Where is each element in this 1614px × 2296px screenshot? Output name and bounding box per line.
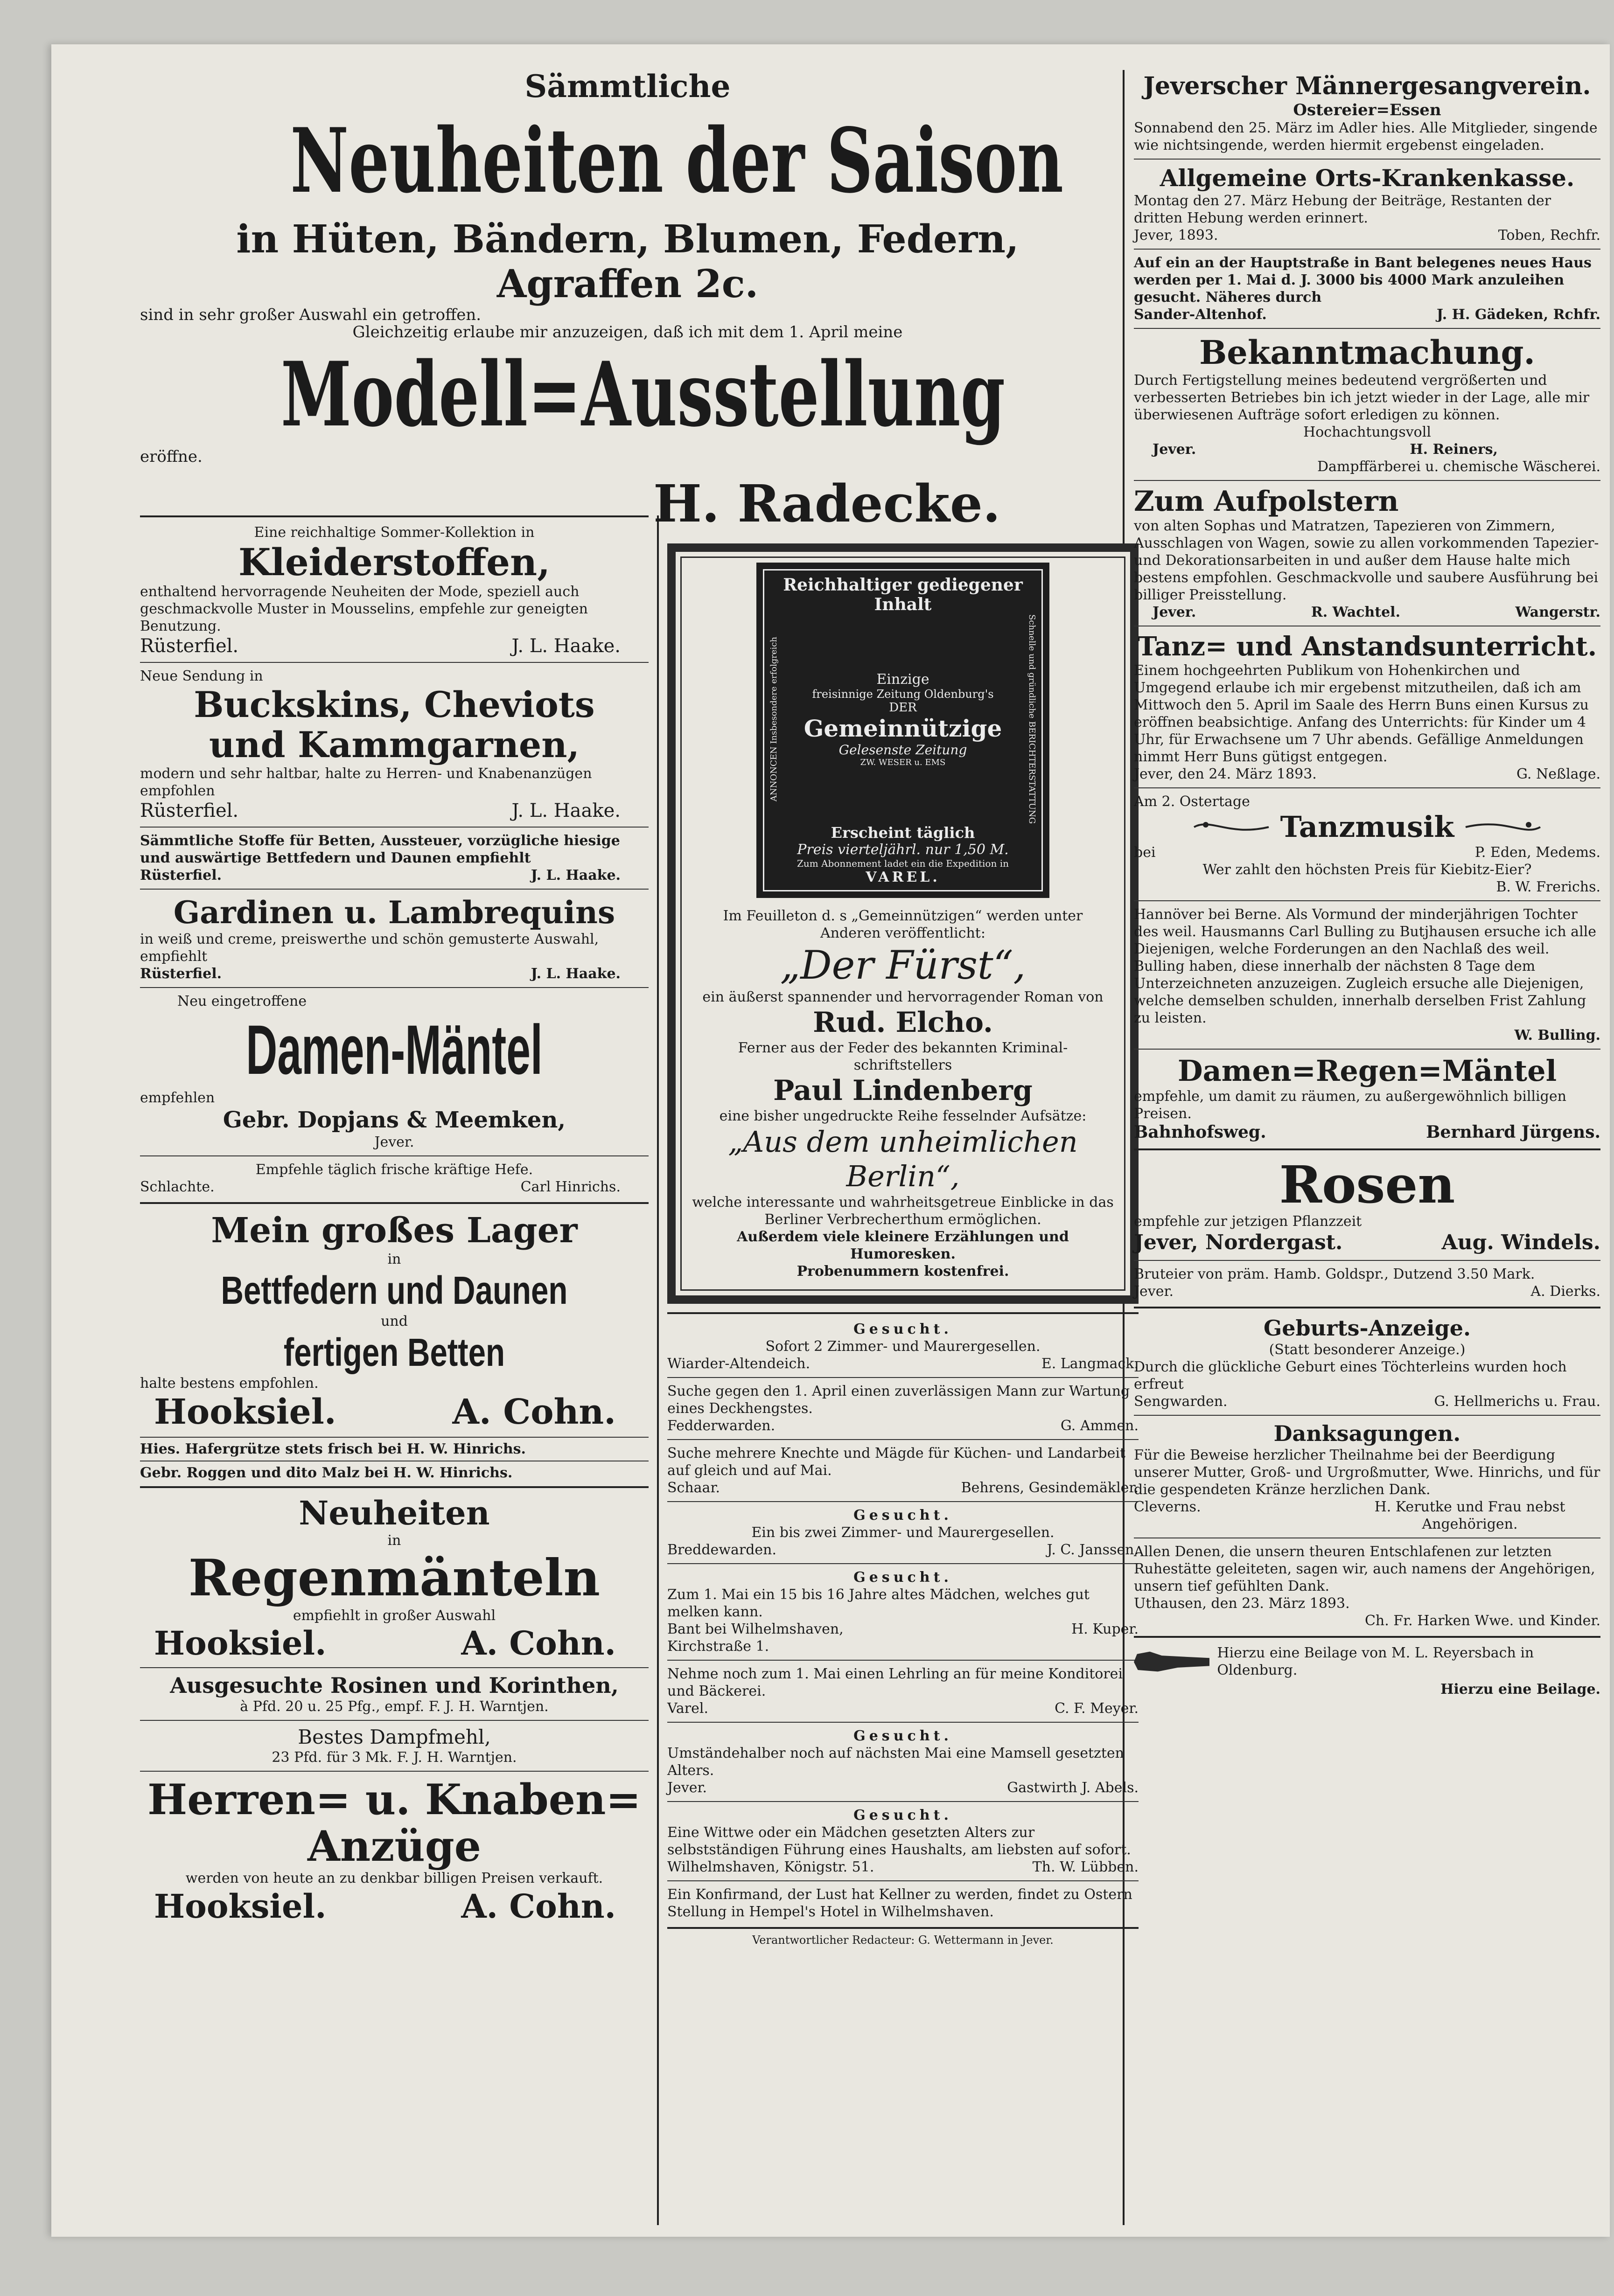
classified-ad (667, 1663, 1139, 1719)
classified-ad (667, 1725, 1139, 1798)
ad-title: Neuheiten der Saison (290, 109, 1063, 213)
ad-text: Neue Sendung in (140, 668, 263, 684)
column-rule (657, 515, 659, 2225)
notice-text: Wer zahlt den höchsten Preis für Kiebitz-Eier? (1202, 862, 1532, 878)
ad-heading: Gemeinnützige (804, 714, 1002, 742)
ad-signature: J. L. Haake. (511, 800, 621, 821)
imprint: Verantwortlicher Redacteur: G. Wettermann in Jever. (752, 1934, 1054, 1947)
ad-text: Eine reichhaltige Sommer-Kollektion in (254, 524, 535, 541)
ad-text: Erscheint täglich (831, 824, 975, 842)
advertisement (140, 1493, 649, 1664)
ad-text: Nehme noch zum 1. Mai einen Lehrling an für meine Konditorei und Bäckerei. (667, 1666, 1123, 1700)
ad-place: Schlachte. (140, 1179, 215, 1195)
notice-text: Durch Fertigstellung meines bedeutend vergrößerten und verbesserten Betriebes bin ich jetzt wieder in der Lage, alle mir überwiesenen Aufträge sofort erledigen zu können. (1134, 372, 1590, 423)
ad-text: Sämmtliche Stoffe für Betten, Aussteuer, vorzügliche hiesige und auswärtige Bettfedern und Daunen empfiehlt (140, 833, 620, 866)
advertisement (140, 1209, 649, 1434)
ad-text: Neu eingetroffene (177, 993, 307, 1009)
ad-heading: Paul Lindenberg (773, 1074, 1033, 1107)
ad-heading: „Der Fürst“, (780, 942, 1026, 988)
ad-heading: Herren= u. Knaben= (147, 1775, 641, 1824)
advertisement (140, 1671, 649, 1717)
notice-signature: Toben, Rechfr. (1498, 227, 1600, 244)
ad-place: Breddewarden. (667, 1542, 777, 1558)
ad-text: Ein bis zwei Zimmer- und Maurergesellen. (751, 1524, 1055, 1541)
ad-text: modern und sehr haltbar, halte zu Herren- und Knabenanzügen empfohlen (140, 765, 592, 799)
notice (1134, 1541, 1600, 1631)
ad-place: Rüsterfiel. (140, 800, 239, 821)
notice-place: Wangerstr. (1515, 604, 1600, 620)
ad-heading: Gesucht. (853, 1321, 952, 1338)
ad-place: Jever. (667, 1780, 707, 1796)
ad-heading: Neuheiten (299, 1494, 490, 1532)
ad-text: Reichhaltiger gediegener Inhalt (783, 575, 1023, 614)
ad-text: ANNONCEN Insbesondere erfolgreich (769, 637, 779, 802)
ad-place: Rüsterfiel. (140, 966, 222, 982)
notice-text: Dampffärberei u. chemische Wäscherei. (1317, 459, 1600, 475)
notice-place: Jever. (1134, 1283, 1174, 1300)
notice-text: Am 2. Ostertage (1134, 793, 1250, 810)
ad-heading: Regenmänteln (188, 1549, 601, 1607)
ad-text: Umständehalber noch auf nächsten Mai eine Mamsell gesetzten Alters. (667, 1745, 1124, 1779)
ad-text: Außerdem viele kleinere Erzählungen und Humoresken. (737, 1229, 1069, 1263)
notice-signature: Bernhard Jürgens. (1426, 1122, 1600, 1142)
ad-heading: Anzüge (307, 1822, 481, 1871)
column-middle (667, 543, 1139, 1947)
notice (1134, 1264, 1600, 1302)
ad-text: in (387, 1532, 401, 1549)
ad-heading: Bettfedern und Daunen (221, 1268, 568, 1312)
ad-text: VAREL. (866, 869, 940, 886)
notice-heading: Rosen (1279, 1155, 1455, 1215)
notice (1134, 70, 1600, 156)
column-right (1134, 70, 1600, 1698)
ad-text: Ein Konfirmand, der Lust hat Kellner zu werden, findet zu Ostern Stellung in Hempel's Hotel in Wilhelmshaven. (667, 1886, 1132, 1920)
ad-subline: in Hüten, Bändern, Blumen, Federn, Agraffen 2c. (236, 217, 1019, 306)
notice-heading: Tanzmusik (1280, 810, 1454, 844)
notice-place: Bahnhofsweg. (1134, 1122, 1266, 1142)
notice-place: Jever, den 24. März 1893. (1134, 766, 1317, 782)
ad-signature: A. Cohn. (452, 1392, 616, 1432)
notice-place: Cleverns. (1134, 1499, 1201, 1515)
notice-text: Hierzu eine Beilage von M. L. Reyersbach in Oldenburg. (1217, 1645, 1534, 1678)
ad-text: eine bisher ungedruckte Reihe fesselnder Aufsätze: (719, 1108, 1087, 1125)
ad-place: Bant bei Wilhelmshaven, Kirchstraße 1. (667, 1621, 844, 1655)
notice-text: Für die Beweise herzlicher Theilnahme bei der Beerdigung unserer Mutter, Groß- und Urgroßmutter, Wwe. Hinrichs, und für die gespendeten Kränze herzlichen Dank. (1134, 1447, 1600, 1498)
ad-text: Einzige (876, 671, 929, 688)
ad-text: Gebr. Roggen und dito Malz bei H. W. Hinrichs. (140, 1465, 513, 1481)
notice (1134, 332, 1600, 477)
ad-heading: Gesucht. (853, 1807, 952, 1824)
ad-heading: Buckskins, Cheviots (194, 684, 595, 725)
ad-text: empfehlen (140, 1090, 215, 1106)
pointing-hand-icon (1134, 1648, 1209, 1676)
ad-heading: Damen-Mäntel (246, 1010, 543, 1089)
notice-subheading: Ostereier=Essen (1293, 101, 1441, 119)
ad-text: Hies. Hafergrütze stets frisch bei H. W. Hinrichs. (140, 1441, 526, 1457)
notice-heading: Jeverscher Männergesangverein. (1143, 72, 1591, 100)
notice-text: von alten Sophas und Matratzen, Tapezieren von Zimmern, Ausschlagen von Wagen, sowie zu allen vorkommenden Tapezier- und Dekorationsarbeiten in und außer dem Hause halte mich bestens empfohlen. Geschmackvolle und saubere Ausführung bei billiger Preisstellung. (1134, 518, 1599, 603)
ad-place: Fedderwarden. (667, 1418, 776, 1434)
notice-signature: G. Neßlage. (1516, 766, 1600, 782)
ad-signature: Th. W. Lübben. (1032, 1859, 1139, 1876)
notice-heading: Bekanntmachung. (1199, 333, 1535, 372)
ad-text: Empfehle täglich frische kräftige Hefe. (255, 1162, 533, 1178)
notice (1134, 1313, 1600, 1412)
classified-ad (667, 1319, 1139, 1374)
notice (1134, 1419, 1600, 1535)
notice-text: empfehle zur jetzigen Pflanzzeit (1134, 1213, 1362, 1230)
ad-heading: Rud. Elcho. (813, 1006, 993, 1039)
notice (1134, 162, 1600, 246)
notice-text: Durch die glückliche Geburt eines Töchterleins wurden hoch erfreut (1134, 1359, 1567, 1392)
notice-signature: R. Wachtel. (1311, 604, 1401, 620)
notice-signature: W. Bulling. (1514, 1027, 1600, 1044)
notice (1134, 252, 1600, 325)
notice-signature: B. W. Frerichs. (1496, 879, 1600, 895)
notice-signature: H. Reiners, (1410, 441, 1498, 458)
notice-text: Auf ein an der Hauptstraße in Bant belegenes neues Haus werden per 1. Mai d. J. 3000 bis 4000 Mark anzuleihen gesucht. Näheres durch (1134, 255, 1592, 306)
ad-heading: Gesucht. (853, 1728, 952, 1745)
ad-text: halte bestens empfohlen. (140, 1375, 319, 1392)
ad-place: Schaar. (667, 1480, 720, 1496)
ornament-icon (1463, 815, 1543, 839)
ad-place: Hooksiel. (154, 1624, 327, 1663)
notice (1134, 791, 1600, 898)
notice-text: (Statt besonderer Anzeige.) (1269, 1342, 1466, 1358)
notice (1134, 1155, 1600, 1257)
ad-text: ein äußerst spannender und hervorragender Roman von (702, 989, 1104, 1006)
notice-text: empfehle, um damit zu räumen, zu außergewöhnlich billigen Preisen. (1134, 1088, 1566, 1122)
ad-signature: J. L. Haake. (511, 635, 621, 657)
notice-place: Jever, Nordergast. (1134, 1231, 1343, 1254)
ad-heading: „Aus dem unheimlichen Berlin“, (728, 1125, 1078, 1194)
notice-heading: Allgemeine Orts-Krankenkasse. (1160, 164, 1575, 192)
notice-place: Uthausen, den 23. März 1893. (1134, 1595, 1350, 1612)
ad-signature: Gastwirth J. Abels. (1007, 1780, 1139, 1796)
notice (1134, 904, 1600, 1046)
ad-heading: Gardinen u. Lambrequins (173, 894, 615, 931)
ad-heading: und Kammgarnen, (209, 724, 580, 765)
ad-text: Zum Abonnement ladet ein die Expedition in (797, 858, 1009, 870)
ad-text: Im Feuilleton d. s „Gemeinnützigen“ werden unter Anderen veröffentlicht: (723, 908, 1083, 942)
ad-signature: J. L. Haake. (531, 966, 621, 982)
ad-heading: Kleiderstoffen, (238, 540, 551, 584)
ornament-icon (1192, 815, 1271, 839)
notice-signature: Ch. Fr. Harken Wwe. und Kinder. (1364, 1613, 1600, 1629)
notice-heading: Zum Aufpolstern (1134, 485, 1399, 518)
notice-text: Hannöver bei Berne. Als Vormund der minderjährigen Tochter des weil. Hausmanns Carl Bulling zu Butjhausen ersuche ich alle Diejenigen, welche Forderungen an den Nachlaß des weil. Bulling haben, diese innerhalb der nächsten 8 Tage dem Unterzeichneten anzuzeigen. Zugleich ersuche alle Diejenigen, welche demselben schulden, innerhalb derselben Frist Zahlung zu leisten. (1134, 906, 1597, 1026)
notice-text: Bruteier von präm. Hamb. Goldspr., Dutzend 3.50 Mark. (1134, 1266, 1535, 1282)
ad-text: Probenummern kostenfrei. (797, 1263, 1009, 1280)
ad-text: Sofort 2 Zimmer- und Maurergesellen. (765, 1338, 1041, 1355)
notice-text: Einem hochgeehrten Publikum von Hohenkirchen und Umgegend erlaube ich mir ergebenst mitzutheilen, daß ich am Mittwoch den 5. April im Saale des Herrn Buns einen Kursus zu eröffnen beabsichtige. Anfang des Unterrichts: für Kinder um 4 Uhr, für Erwachsene um 7 Uhr abends. Gefällige Anmeldungen nimmt Herr Buns gütigst entgegen. (1134, 662, 1589, 765)
notice-heading: Geburts-Anzeige. (1263, 1315, 1471, 1341)
ad-signature: J. L. Haake. (531, 867, 621, 884)
ad-signature: Gebr. Dopjans & Meemken, (223, 1107, 566, 1133)
notice-signature: P. Eden, Medems. (1474, 844, 1600, 861)
ad-signature: Behrens, Gesindemäkler. (961, 1480, 1139, 1496)
classified-ad (667, 1381, 1139, 1436)
ad-text: und (381, 1313, 408, 1329)
notice-text: Hochachtungsvoll (1303, 424, 1431, 440)
classified-ad (667, 1443, 1139, 1498)
classified-ad (667, 1805, 1139, 1878)
notice-signature: H. Kerutke und Frau nebst Angehörigen. (1374, 1499, 1565, 1532)
notice-heading: Tanz= und Anstandsunterricht. (1137, 631, 1597, 662)
ad-place: Rüsterfiel. (140, 867, 222, 884)
advertisement (140, 522, 649, 659)
notice-text: Allen Denen, die unsern theuren Entschlafenen zur letzten Ruhestätte geleiteten, sagen wir, auch namens der Angehörigen, unsern tief gefühlten Dank. (1134, 1544, 1595, 1594)
ad-text: Ferner aus der Feder des bekannten Kriminal-schriftstellers (738, 1040, 1068, 1074)
ad-heading: Sämmtliche (524, 68, 731, 104)
notice (1134, 1642, 1600, 1681)
ad-text: ZW. WESER u. EMS (860, 757, 946, 767)
ad-text: Schnelle und gründliche BERICHTERSTATTUNG (1027, 614, 1037, 824)
notice-text: Sonnabend den 25. März im Adler hies. Alle Mitglieder, singende wie nichtsingende, werden hiermit ergebenst eingeladen. (1134, 120, 1598, 153)
notice (1134, 629, 1600, 785)
newspaper-advertisement-box (667, 543, 1139, 1304)
ad-text: Suche mehrere Knechte und Mägde für Küchen- und Landarbeit auf gleich und auf Mai. (667, 1445, 1125, 1479)
notice-signature: Aug. Windels. (1441, 1231, 1600, 1254)
ad-heading: Gesucht. (853, 1569, 952, 1586)
classified-ad (667, 1505, 1139, 1560)
ad-place: Wilhelmshaven, Königstr. 51. (667, 1859, 874, 1876)
ad-place: Varel. (667, 1700, 709, 1717)
ad-heading: Mein großes Lager (211, 1211, 578, 1251)
advertisement (140, 991, 649, 1153)
ad-signature: H. Kuper. (1071, 1621, 1139, 1638)
ad-text: Eine Wittwe oder ein Mädchen gesetzten Alters zur selbstständigen Führung eines Haushalts, am liebsten auf sofort. (667, 1824, 1131, 1858)
notice-text: Hierzu eine Beilage. (1440, 1681, 1600, 1698)
ad-text: welche interessante und wahrheitsgetreue Einblicke in das Berliner Verbrecherthum ermöglichen. (692, 1194, 1114, 1228)
ad-signature: Carl Hinrichs. (520, 1179, 621, 1195)
notice-text: Montag den 27. März Hebung der Beiträge, Restanten der dritten Hebung werden erinnert. (1134, 193, 1551, 226)
newspaper-page (51, 44, 1610, 2237)
ad-text: werden von heute an zu denkbar billigen Preisen verkauft. (185, 1870, 603, 1886)
column-left (140, 515, 649, 1928)
ad-text: eröffne. (140, 447, 203, 466)
ad-text: sind in sehr großer Auswahl ein getroffen. (140, 306, 482, 324)
ad-text: 23 Pfd. für 3 Mk. F. J. H. Warntjen. (272, 1749, 517, 1766)
ad-text: freisinnige Zeitung Oldenburg's (812, 687, 994, 701)
ad-text: in (387, 1251, 401, 1267)
ad-text: à Pfd. 20 u. 25 Pfg., empf. F. J. H. Warntjen. (240, 1698, 549, 1715)
ad-heading: Bestes Dampfmehl, (298, 1725, 491, 1748)
ad-place: Wiarder-Altendeich. (667, 1356, 810, 1372)
notice-heading: Damen=Regen=Mäntel (1177, 1054, 1557, 1088)
ad-heading: Gesucht. (853, 1507, 952, 1524)
notice-signature: J. H. Gädeken, Rchfr. (1436, 306, 1600, 323)
ad-text: in weiß und creme, preiswerthe und schön gemusterte Auswahl, empfiehlt (140, 931, 599, 965)
ad-heading: fertigen Betten (283, 1330, 505, 1374)
ad-text: Preis vierteljährl. nur 1,50 M. (797, 842, 1009, 858)
gemeinnuetzige-logo (756, 563, 1049, 898)
ad-text: Zum 1. Mai ein 15 bis 16 Jahre altes Mädchen, welches gut melken kann. (667, 1586, 1090, 1621)
notice-place: Sengwarden. (1134, 1393, 1228, 1410)
notice-place: Jever. (1153, 604, 1196, 620)
ad-place: Rüsterfiel. (140, 635, 239, 657)
advertisement (140, 830, 649, 886)
ad-place: Hooksiel. (154, 1887, 327, 1926)
notice-signature: G. Hellmerichs u. Frau. (1434, 1393, 1600, 1410)
advertisement (140, 666, 649, 824)
ad-signature: A. Cohn. (461, 1624, 616, 1663)
ad-signature: H. Radecke. (653, 473, 1001, 534)
ad-signature: C. F. Meyer. (1055, 1700, 1139, 1717)
notice-place: Sander-Altenhof. (1134, 306, 1267, 323)
ad-text: Gleichzeitig erlaube mir anzuzeigen, daß ich mit dem 1. April meine (352, 323, 903, 341)
ad-signature: A. Cohn. (461, 1887, 616, 1926)
ad-text: empfiehlt in großer Auswahl (293, 1607, 496, 1624)
ad-place: Hooksiel. (154, 1392, 336, 1432)
ad-signature: G. Ammen. (1060, 1418, 1139, 1434)
classified-ad (667, 1884, 1139, 1922)
ad-text: Gelesenste Zeitung (838, 742, 967, 758)
notice-text: bei (1134, 844, 1156, 861)
ad-signature: E. Langmack. (1041, 1356, 1139, 1372)
ad-heading: Ausgesuchte Rosinen und Korinthen, (170, 1673, 619, 1698)
ad-title: Modell=Ausstellung (280, 342, 1006, 446)
notice-place: Jever, 1893. (1134, 227, 1218, 244)
notice-signature: A. Dierks. (1530, 1283, 1600, 1300)
advertisement (140, 1159, 649, 1197)
notice-place: Jever. (1153, 441, 1196, 458)
ad-text: Suche gegen den 1. April einen zuverlässigen Mann zur Wartung eines Deckhengstes. (667, 1383, 1130, 1417)
advertisement (140, 892, 649, 984)
notice (1134, 484, 1600, 623)
notice (1134, 1052, 1600, 1144)
advertisement (140, 1724, 649, 1768)
notice-heading: Danksagungen. (1273, 1421, 1461, 1446)
ad-text: DER (889, 700, 917, 715)
advertisement (140, 1774, 649, 1928)
ad-place: Jever. (374, 1134, 414, 1150)
ad-signature: J. C. Janssen. (1047, 1542, 1139, 1558)
classified-ad (667, 1567, 1139, 1657)
ad-text: enthaltend hervorragende Neuheiten der Mode, speziell auch geschmackvolle Muster in Mousselins, empfehle zur geneigten Benutzung. (140, 584, 588, 634)
